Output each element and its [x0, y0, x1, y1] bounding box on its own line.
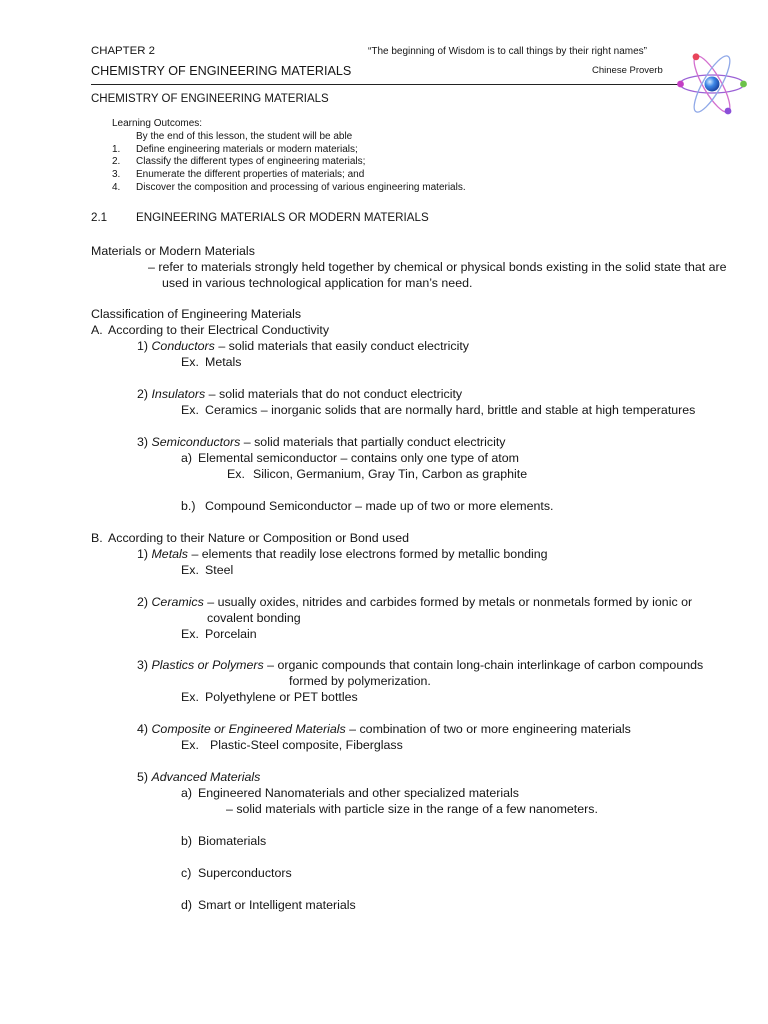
item-description-continued: formed by polymerization.	[289, 674, 431, 688]
sub-item	[181, 499, 554, 513]
item-description: – organic compounds that contain long-chain interlinkage of carbon compounds	[267, 658, 704, 672]
item-number: 2)	[137, 595, 149, 609]
definition-term: Materials or Modern Materials	[91, 244, 255, 258]
quote-source: Chinese Proverb	[592, 65, 663, 76]
item-term: Plastics or Polymers	[151, 658, 264, 672]
item-number: 3)	[137, 435, 149, 449]
sub-item-label: d)	[181, 898, 193, 912]
definition-line: – refer to materials strongly held together by chemical or physical bonds existing in the solid state that are	[148, 260, 727, 274]
item-description-continued: covalent bonding	[207, 611, 301, 625]
sub-item-text: Superconductors	[198, 866, 292, 880]
header-quote: “The beginning of Wisdom is to call things by their right names”	[368, 46, 648, 57]
class-item	[137, 547, 548, 561]
item-term: Semiconductors	[151, 435, 241, 449]
group-title: According to their Nature or Composition or Bond used	[108, 531, 409, 545]
learning-outcomes-intro: By the end of this lesson, the student will be able	[136, 131, 353, 142]
lesson-title: CHEMISTRY OF ENGINEERING MATERIALS	[91, 93, 329, 105]
outcome-text: Enumerate the different properties of materials; and	[136, 169, 365, 180]
section-title: ENGINEERING MATERIALS OR MODERN MATERIALS	[136, 211, 429, 224]
electron	[740, 81, 747, 88]
item-number: 4)	[137, 722, 149, 736]
section-number: 2.1	[91, 211, 108, 224]
class-item	[137, 339, 469, 353]
item-number: 3)	[137, 658, 149, 672]
class-item	[137, 595, 692, 609]
example-text: Silicon, Germanium, Gray Tin, Carbon as graphite	[253, 467, 528, 481]
sub-item-text: Elemental semiconductor – contains only one type of atom	[198, 451, 519, 465]
outcome-item	[112, 144, 358, 156]
class-item	[137, 658, 703, 672]
sub-item-label: a)	[181, 786, 193, 800]
item-term: Advanced Materials	[151, 770, 261, 784]
electron	[725, 108, 732, 115]
example-line	[181, 627, 257, 641]
sub-item-text: Engineered Nanomaterials and other specialized materials	[198, 786, 519, 800]
sub-item-label: b)	[181, 834, 193, 848]
example-label: Ex.	[181, 355, 199, 369]
electron	[693, 53, 700, 60]
example-line	[181, 403, 695, 417]
electron	[677, 81, 684, 88]
item-description: – solid materials that easily conduct electricity	[218, 339, 469, 353]
item-number: 1)	[137, 339, 149, 353]
example-line	[181, 563, 233, 577]
sub-item	[181, 866, 292, 880]
sub-item-label: a)	[181, 451, 193, 465]
example-text: Metals	[205, 355, 242, 369]
item-description: – solid materials that do not conduct electricity	[208, 387, 463, 401]
example-text: Steel	[205, 563, 234, 577]
item-description: – elements that readily lose electrons formed by metallic bonding	[191, 547, 548, 561]
example-text: Porcelain	[205, 627, 257, 641]
sub-item	[181, 786, 519, 800]
outcome-text: Classify the different types of engineering materials;	[136, 156, 366, 167]
group-title: According to their Electrical Conductivity	[108, 323, 330, 337]
sub-item-text: Compound Semiconductor – made up of two or more elements.	[205, 499, 554, 513]
item-description: – usually oxides, nitrides and carbides formed by metals or nonmetals formed by ionic or	[207, 595, 693, 609]
sub-item-continued: – solid materials with particle size in the range of a few nanometers.	[226, 802, 598, 816]
example-line	[181, 690, 358, 704]
sub-item	[181, 834, 266, 848]
item-term: Conductors	[151, 339, 215, 353]
group-label: B.	[91, 531, 103, 545]
outcome-text: Define engineering materials or modern materials;	[136, 144, 358, 155]
group-heading	[91, 531, 409, 545]
item-description: – combination of two or more engineering materials	[349, 722, 631, 736]
example-label: Ex.	[227, 467, 245, 481]
example-label: Ex.	[181, 627, 199, 641]
item-term: Metals	[151, 547, 188, 561]
outcome-number: 4.	[112, 182, 121, 193]
sub-item	[181, 451, 519, 465]
item-number: 5)	[137, 770, 149, 784]
definition-line: used in various technological application for man’s need.	[162, 276, 473, 290]
item-term: Ceramics	[151, 595, 204, 609]
item-number: 2)	[137, 387, 149, 401]
example-line	[181, 738, 403, 752]
sub-item-label: c)	[181, 866, 192, 880]
example-text: Polyethylene or PET bottles	[205, 690, 358, 704]
item-description: – solid materials that partially conduct electricity	[243, 435, 506, 449]
class-item	[137, 770, 260, 784]
classification-title: Classification of Engineering Materials	[91, 307, 302, 321]
outcome-text: Discover the composition and processing of various engineering materials.	[136, 182, 466, 193]
example-label: Ex.	[181, 563, 199, 577]
example-line	[181, 355, 242, 369]
sub-item-text: Biomaterials	[198, 834, 267, 848]
example-text: Plastic-Steel composite, Fiberglass	[210, 738, 403, 752]
outcome-number: 1.	[112, 144, 121, 155]
example-text: Ceramics – inorganic solids that are normally hard, brittle and stable at high temperatures	[205, 403, 696, 417]
example-label: Ex.	[181, 738, 199, 752]
sub-item	[181, 898, 356, 912]
class-item	[137, 722, 631, 736]
class-item	[137, 387, 462, 401]
learning-outcomes-title: Learning Outcomes:	[112, 118, 203, 129]
sub-item-text: Smart or Intelligent materials	[198, 898, 356, 912]
group-label: A.	[91, 323, 103, 337]
item-number: 1)	[137, 547, 149, 561]
example-line	[227, 467, 527, 481]
group-heading	[91, 323, 329, 337]
atom-logo-icon	[674, 53, 750, 115]
item-term: Insulators	[151, 387, 206, 401]
outcome-item	[112, 169, 364, 181]
chapter-label: CHAPTER 2	[91, 45, 155, 57]
example-label: Ex.	[181, 403, 199, 417]
outcome-number: 3.	[112, 169, 121, 180]
example-label: Ex.	[181, 690, 199, 704]
section-heading	[91, 211, 429, 225]
nucleus	[705, 77, 720, 92]
header-divider	[91, 84, 679, 85]
class-item	[137, 435, 505, 449]
outcome-item	[112, 156, 365, 168]
sub-item-label: b.)	[181, 499, 196, 513]
item-term: Composite or Engineered Materials	[151, 722, 346, 736]
chapter-title: CHEMISTRY OF ENGINEERING MATERIALS	[91, 64, 352, 78]
outcome-item	[112, 182, 466, 194]
outcome-number: 2.	[112, 156, 121, 167]
